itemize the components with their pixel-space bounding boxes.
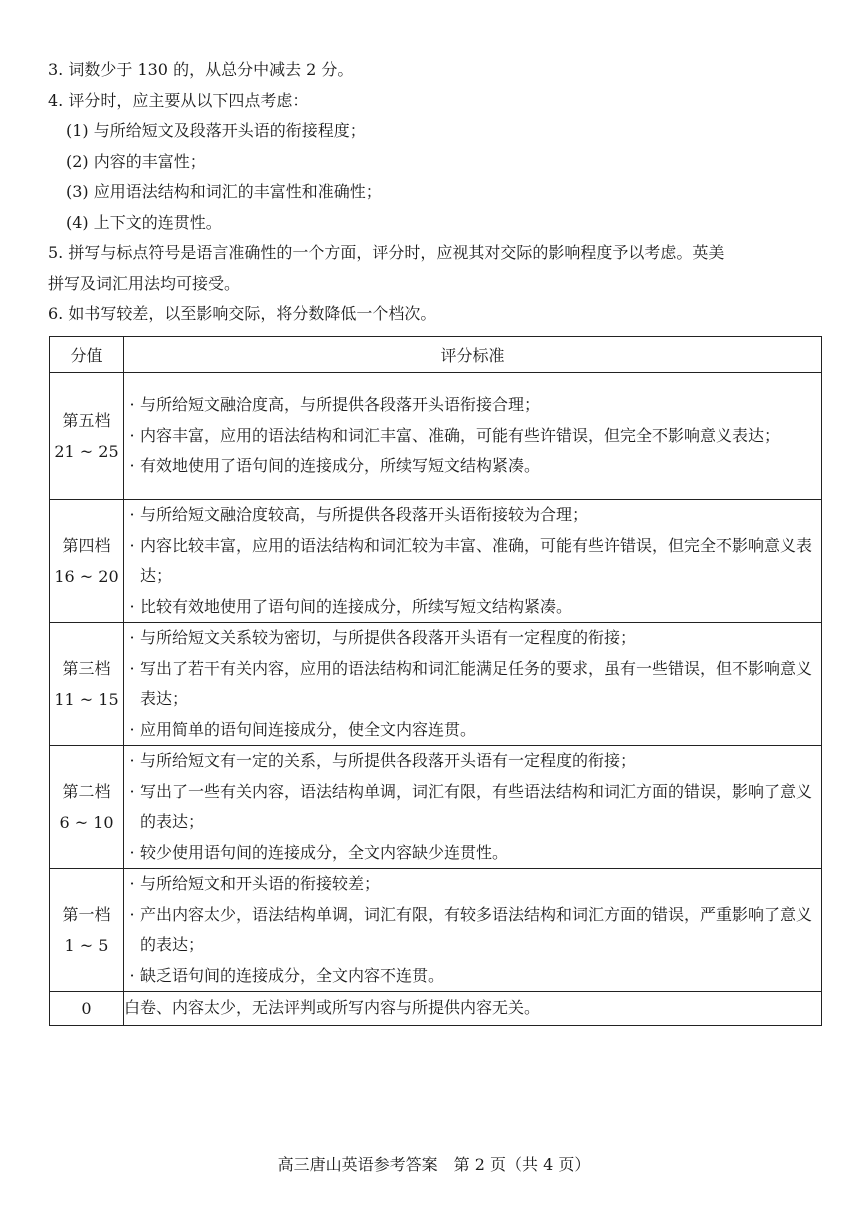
rule-item-continuation: 拼写及词汇用法均可接受。 bbox=[48, 273, 241, 293]
band-range: 1 ~ 5 bbox=[64, 936, 109, 955]
rule-item: 3. 词数少于 130 的，从总分中减去 2 分。 bbox=[48, 60, 354, 79]
rule-item: 6. 如书写较差，以至影响交际，将分数降低一个档次。 bbox=[48, 304, 437, 323]
band-score-cell bbox=[50, 623, 124, 746]
criteria-item: · 有效地使用了语句间的连接成分，所续写短文结构紧凑。 bbox=[124, 451, 821, 482]
band-score-cell bbox=[50, 746, 124, 869]
band-range: 6 ~ 10 bbox=[59, 813, 114, 832]
rule-subitem: (2) 内容的丰富性； bbox=[66, 151, 206, 171]
grading-table bbox=[49, 336, 822, 1026]
criteria-item: · 与所给短文有一定的关系，与所提供各段落开头语有一定程度的衔接； bbox=[124, 746, 821, 777]
criteria-item: · 与所给短文融洽度较高，与所提供各段落开头语衔接较为合理； bbox=[124, 500, 821, 531]
criteria-item: · 产出内容太少，语法结构单调，词汇有限，有较多语法结构和词汇方面的错误，严重影响了意义的表达； bbox=[124, 900, 821, 961]
table-row bbox=[50, 623, 822, 746]
criteria-item: · 写出了若干有关内容，应用的语法结构和词汇能满足任务的要求，虽有一些错误，但不影响意义表达； bbox=[124, 654, 821, 715]
band-grade: 第二档 bbox=[62, 782, 111, 801]
scoring-rules bbox=[48, 55, 828, 330]
band-range: 21 ~ 25 bbox=[54, 442, 119, 461]
band-criteria-cell bbox=[124, 869, 822, 992]
band-range: 16 ~ 20 bbox=[54, 567, 119, 586]
table-header-row bbox=[50, 337, 822, 373]
rule-item: 5. 拼写与标点符号是语言准确性的一个方面，评分时，应视其对交际的影响程度予以考虑。英美 bbox=[48, 243, 725, 262]
table-row bbox=[50, 992, 822, 1026]
rule-subitem: (3) 应用语法结构和词汇的丰富性和准确性； bbox=[66, 182, 382, 201]
band-criteria-cell bbox=[124, 373, 822, 500]
page-footer: 高三唐山英语参考答案 第 2 页（共 4 页） bbox=[277, 1155, 591, 1174]
rule-subitem: (1) 与所给短文及段落开头语的衔接程度； bbox=[66, 121, 366, 140]
band-range: 11 ~ 15 bbox=[54, 690, 119, 709]
band-grade: 第一档 bbox=[62, 905, 111, 924]
band-score-cell bbox=[50, 373, 124, 500]
band-score-cell bbox=[50, 500, 124, 623]
criteria-item: · 应用简单的语句间连接成分，使全文内容连贯。 bbox=[124, 715, 821, 746]
criteria-item: · 与所给短文融洽度高，与所提供各段落开头语衔接合理； bbox=[124, 390, 821, 421]
zero-criteria-cell: 白卷、内容太少，无法评判或所写内容与所提供内容无关。 bbox=[124, 992, 822, 1026]
band-criteria-cell bbox=[124, 500, 822, 623]
rule-subitem: (4) 上下文的连贯性。 bbox=[66, 212, 222, 232]
criteria-item: · 与所给短文关系较为密切，与所提供各段落开头语有一定程度的衔接； bbox=[124, 623, 821, 654]
band-criteria-cell bbox=[124, 746, 822, 869]
band-grade: 第四档 bbox=[62, 536, 111, 555]
criteria-item: · 缺乏语句间的连接成分，全文内容不连贯。 bbox=[124, 961, 821, 992]
criteria-item: · 较少使用语句间的连接成分，全文内容缺少连贯性。 bbox=[124, 838, 821, 869]
band-grade: 第三档 bbox=[62, 659, 111, 678]
zero-score-cell: 0 bbox=[50, 992, 124, 1026]
band-criteria-cell bbox=[124, 623, 822, 746]
criteria-item: · 与所给短文和开头语的衔接较差； bbox=[124, 869, 821, 900]
criteria-item: · 比较有效地使用了语句间的连接成分，所续写短文结构紧凑。 bbox=[124, 592, 821, 623]
header-criteria: 评分标准 bbox=[124, 337, 822, 373]
criteria-item: · 内容比较丰富，应用的语法结构和词汇较为丰富、准确，可能有些许错误，但完全不影响意义表达； bbox=[124, 531, 821, 592]
table-row bbox=[50, 500, 822, 623]
header-score: 分值 bbox=[50, 337, 124, 373]
table-row bbox=[50, 373, 822, 500]
criteria-item: · 写出了一些有关内容，语法结构单调，词汇有限，有些语法结构和词汇方面的错误，影响了意义的表达； bbox=[124, 777, 821, 838]
band-grade: 第五档 bbox=[62, 411, 111, 430]
table-row bbox=[50, 869, 822, 992]
band-score-cell bbox=[50, 869, 124, 992]
table-row bbox=[50, 746, 822, 869]
criteria-item: · 内容丰富，应用的语法结构和词汇丰富、准确，可能有些许错误，但完全不影响意义表达； bbox=[124, 421, 821, 452]
rule-item: 4. 评分时，应主要从以下四点考虑： bbox=[48, 90, 309, 110]
